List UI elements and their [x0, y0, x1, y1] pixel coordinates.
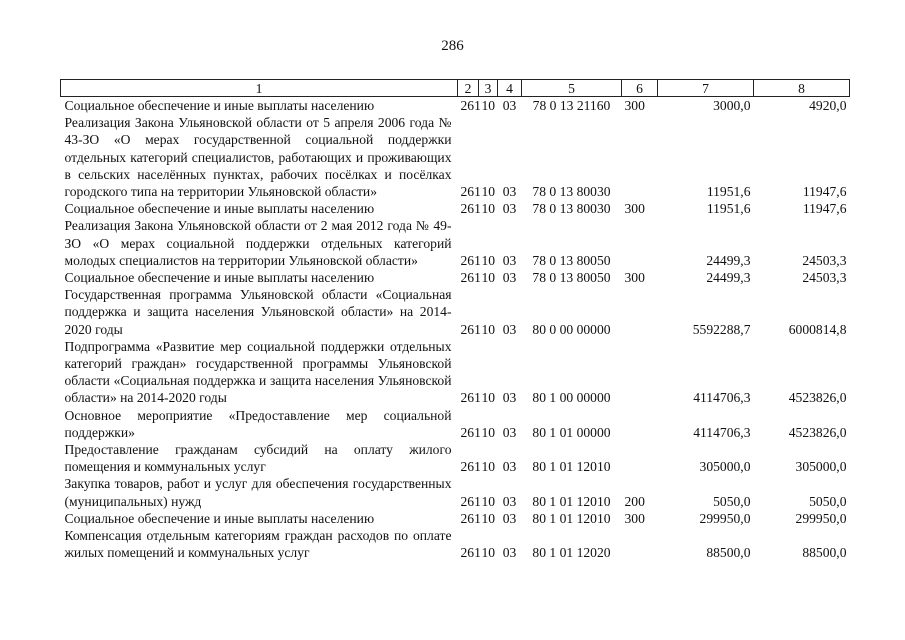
target-article-code: 80 1 01 12010	[532, 510, 611, 526]
amount-year-2: 24503,3	[802, 270, 847, 286]
amount-year-2: 24503,3	[802, 252, 847, 268]
subsection-code: 03	[502, 201, 517, 217]
subsection-code: 03	[502, 184, 517, 200]
expense-name: Реализация Закона Ульяновской области от 2 мая 2012 года № 49-ЗО «О мерах социальной поддержки отдельных категорий молодых специалистов на территории Ульяновской области»	[64, 218, 452, 268]
expense-name: Социальное обеспечение и иные выплаты населению	[64, 201, 375, 217]
amount-year-2: 4523826,0	[788, 424, 847, 440]
amount-year-2: 4920,0	[809, 98, 847, 113]
section-code: 10	[481, 270, 496, 286]
table-row	[61, 286, 850, 338]
section-code: 10	[481, 201, 496, 217]
subsection-code: 03	[502, 493, 517, 509]
table-row	[61, 200, 850, 217]
subsection-code: 03	[502, 252, 517, 268]
expense-type-code: 300	[624, 201, 645, 217]
table-row	[61, 407, 850, 441]
subsection-code: 03	[502, 270, 517, 286]
expense-type-code	[622, 527, 658, 561]
page-number: 286	[441, 38, 464, 54]
section-code: 10	[481, 184, 496, 200]
target-article-code: 78 0 13 80050	[532, 252, 611, 268]
section-code: 10	[481, 252, 496, 268]
amount-year-1: 3000,0	[713, 98, 751, 113]
amount-year-1: 24499,3	[706, 252, 751, 268]
ministry-code: 261	[460, 390, 481, 406]
subsection-code: 03	[502, 98, 517, 113]
section-code: 10	[481, 545, 496, 561]
expense-name: Реализация Закона Ульяновской области от 5 апреля 2006 года № 43-ЗО «О мерах государственной социальной поддержки отдельных категорий специалистов, работающих и проживающих в сельских населённых пунктах, рабочих посёлках и посёлках городского типа на территории Ульяновской области»	[64, 115, 452, 200]
ministry-code: 261	[460, 459, 481, 475]
amount-year-1: 5592288,7	[692, 321, 751, 337]
column-header-6: 6	[622, 80, 658, 97]
expense-name: Компенсация отдельным категориям граждан расходов по оплате жилых помещений и коммунальных услуг	[64, 528, 452, 561]
amount-year-1: 88500,0	[706, 545, 751, 561]
table-row	[61, 114, 850, 200]
table-row	[61, 475, 850, 509]
expense-type-code	[622, 441, 658, 475]
expense-type-code	[622, 338, 658, 407]
amount-year-2: 305000,0	[795, 459, 847, 475]
target-article-code: 78 0 13 80030	[532, 201, 611, 217]
expense-name: Государственная программа Ульяновской области «Социальная поддержка и защита населения Ульяновской области» на 2014-2020 годы	[64, 287, 452, 337]
ministry-code: 261	[460, 545, 481, 561]
target-article-code: 78 0 13 80030	[532, 184, 611, 200]
ministry-code: 261	[460, 184, 481, 200]
column-header-2: 2	[458, 80, 479, 97]
subsection-code: 03	[502, 321, 517, 337]
subsection-code: 03	[502, 510, 517, 526]
table-row	[61, 97, 850, 115]
amount-year-2: 11947,6	[802, 201, 847, 217]
expense-name: Основное мероприятие «Предоставление мер социальной поддержки»	[64, 407, 452, 440]
section-code: 10	[481, 424, 496, 440]
expense-name: Подпрограмма «Развитие мер социальной поддержки отдельных категорий граждан» государственной программы Ульяновской области «Социальная поддержка и защита населения Ульяновской области» на 2014-2020 годы	[64, 338, 452, 406]
amount-year-2: 4523826,0	[788, 390, 847, 406]
amount-year-2: 6000814,8	[788, 321, 847, 337]
table-row	[61, 217, 850, 269]
target-article-code: 80 1 01 12010	[532, 459, 611, 475]
table-row	[61, 527, 850, 561]
section-code: 10	[481, 390, 496, 406]
expense-type-code: 300	[624, 98, 645, 113]
target-article-code: 78 0 13 21160	[532, 98, 611, 113]
amount-year-2: 88500,0	[802, 545, 847, 561]
ministry-code: 261	[460, 252, 481, 268]
table-row	[61, 510, 850, 527]
subsection-code: 03	[502, 424, 517, 440]
expense-type-code	[622, 114, 658, 200]
amount-year-1: 11951,6	[706, 201, 751, 217]
ministry-code: 261	[460, 510, 481, 526]
budget-table	[60, 79, 850, 561]
expense-name: Предоставление гражданам субсидий на оплату жилого помещения и коммунальных услуг	[64, 442, 452, 475]
column-header-4: 4	[498, 80, 522, 97]
ministry-code: 261	[460, 98, 481, 113]
section-code: 10	[481, 459, 496, 475]
table-row	[61, 269, 850, 286]
expense-type-code: 200	[624, 493, 645, 509]
amount-year-1: 299950,0	[699, 510, 751, 526]
table-row	[61, 338, 850, 407]
amount-year-1: 11951,6	[706, 184, 751, 200]
target-article-code: 80 0 00 00000	[532, 321, 611, 337]
amount-year-1: 5050,0	[713, 493, 751, 509]
subsection-code: 03	[502, 545, 517, 561]
ministry-code: 261	[460, 201, 481, 217]
ministry-code: 261	[460, 493, 481, 509]
target-article-code: 80 1 01 12020	[532, 545, 611, 561]
section-code: 10	[481, 510, 496, 526]
target-article-code: 80 1 00 00000	[532, 390, 611, 406]
section-code: 10	[481, 493, 496, 509]
column-header-1: 1	[61, 80, 458, 97]
amount-year-1: 305000,0	[699, 459, 751, 475]
column-header-3: 3	[479, 80, 498, 97]
ministry-code: 261	[460, 321, 481, 337]
amount-year-1: 4114706,3	[693, 424, 751, 440]
target-article-code: 80 1 01 12010	[532, 493, 611, 509]
expense-type-code: 300	[624, 270, 645, 286]
expense-type-code: 300	[624, 510, 645, 526]
expense-name: Социальное обеспечение и иные выплаты населению	[64, 98, 375, 113]
ministry-code: 261	[460, 424, 481, 440]
expense-type-code	[622, 407, 658, 441]
amount-year-2: 299950,0	[795, 510, 847, 526]
amount-year-2: 5050,0	[809, 493, 847, 509]
expense-name: Закупка товаров, работ и услуг для обеспечения государственных (муниципальных) нужд	[64, 476, 452, 509]
expense-type-code	[622, 286, 658, 338]
ministry-code: 261	[460, 270, 481, 286]
expense-type-code	[622, 217, 658, 269]
subsection-code: 03	[502, 459, 517, 475]
expense-name: Социальное обеспечение и иные выплаты населению	[64, 270, 375, 286]
section-code: 10	[481, 321, 496, 337]
amount-year-2: 11947,6	[802, 184, 847, 200]
subsection-code: 03	[502, 390, 517, 406]
target-article-code: 78 0 13 80050	[532, 270, 611, 286]
amount-year-1: 4114706,3	[693, 390, 751, 406]
table-row	[61, 441, 850, 475]
target-article-code: 80 1 01 00000	[532, 424, 611, 440]
column-number-header	[61, 80, 850, 97]
column-header-7: 7	[658, 80, 754, 97]
expense-name: Социальное обеспечение и иные выплаты населению	[64, 510, 375, 526]
column-header-8: 8	[754, 80, 850, 97]
amount-year-1: 24499,3	[706, 270, 751, 286]
column-header-5: 5	[522, 80, 622, 97]
section-code: 10	[481, 98, 496, 113]
